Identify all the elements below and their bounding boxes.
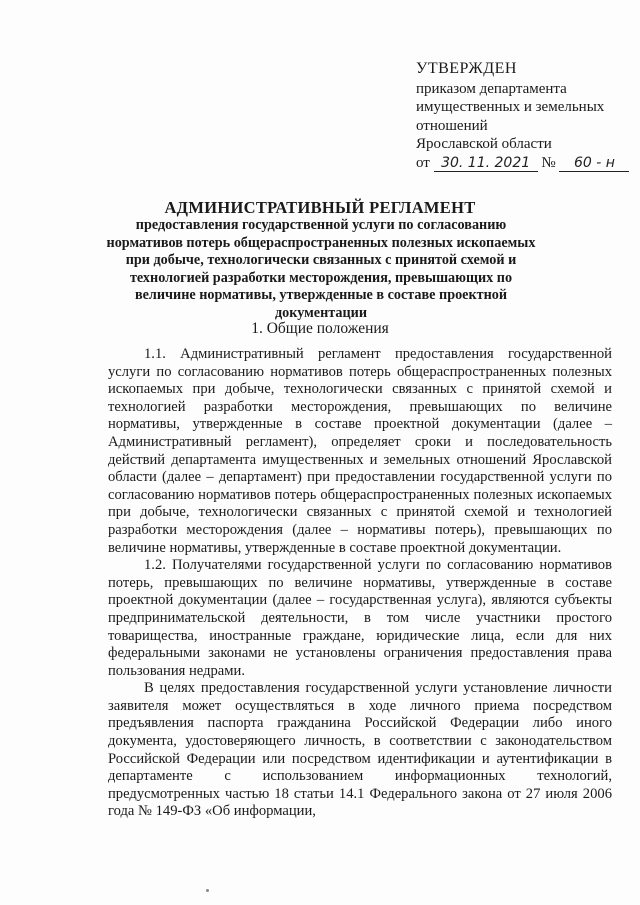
document-subtitle: предоставления государственной услуги по согласованию нормативов потерь общераспространенных полезных ископаемых при добыче, технологически связанных с принятой схемой и технологией разработки месторождения, превышающих по величине нормативы, утвержденные в составе проектной документации xyxy=(106,217,536,321)
paragraph-identification: В целях предоставления государственной услуги установление личности заявителя может осуществляться в ходе личного приема посредством предъявления паспорта гражданина Российской Федерации либо иного документа, удостоверяющего личность, в соответствии с законодательством Российской Федерации или посредством идентификации и аутентификации в департаменте с использованием информационных технологий, предусмотренных частью 18 статьи 14.1 Федерального закона от 27 июля 2006 года № 149-ФЗ «Об информации, xyxy=(108,680,612,820)
approval-line-4: Ярославской области xyxy=(416,136,552,152)
approval-date-row xyxy=(416,154,626,173)
paragraph-1-2: 1.2. Получателями государственной услуги по согласованию нормативов потерь, превышающих по величине нормативы, утвержденные в составе проектной документации (далее – государственная услуга), являются субъекты предпринимательской деятельности, в том числе участники простого товарищества, иностранные граждане, юридические лица, если для них федеральными законами не установлены ограничения предоставления права пользования недрами. xyxy=(108,557,612,679)
approval-stamp-block xyxy=(416,60,626,172)
approval-date-prefix: от xyxy=(416,154,430,171)
approval-title: УТВЕРЖДЕН xyxy=(416,60,517,77)
approval-number-handwritten: 60 - н xyxy=(559,155,629,172)
approval-date-handwritten: 30. 11. 2021 xyxy=(434,155,538,172)
document-title: АДМИНИСТРАТИВНЫЙ РЕГЛАМЕНТ xyxy=(164,198,476,217)
document-body xyxy=(108,346,612,821)
approval-number-prefix: № xyxy=(541,154,556,171)
approval-line-1: приказом департамента xyxy=(416,80,567,97)
section-heading: 1. Общие положения xyxy=(251,320,389,337)
approval-line-2: имущественных и земельных xyxy=(416,99,605,115)
scan-speck xyxy=(206,889,209,892)
paragraph-1-1: 1.1. Административный регламент предоставления государственной услуги по согласованию нормативов потерь общераспространенных полезных ископаемых при добыче, технологически связанных с принятой схемой и технологией разработки месторождения, превышающих по величине нормативы, утвержденные в составе проектной документации (далее – Административный регламент), определяет сроки и последовательность действий департамента имущественных и земельных отношений Ярославской области (далее – департамент) при предоставлении государственной услуги по согласованию нормативов потерь общераспространенных полезных ископаемых при добыче, технологически связанных с принятой схемой и технологией разработки месторождения (далее – нормативы потерь), превышающих по величине нормативы, утвержденные в составе проектной документации. xyxy=(108,346,612,556)
approval-line-3: отношений xyxy=(416,117,488,134)
